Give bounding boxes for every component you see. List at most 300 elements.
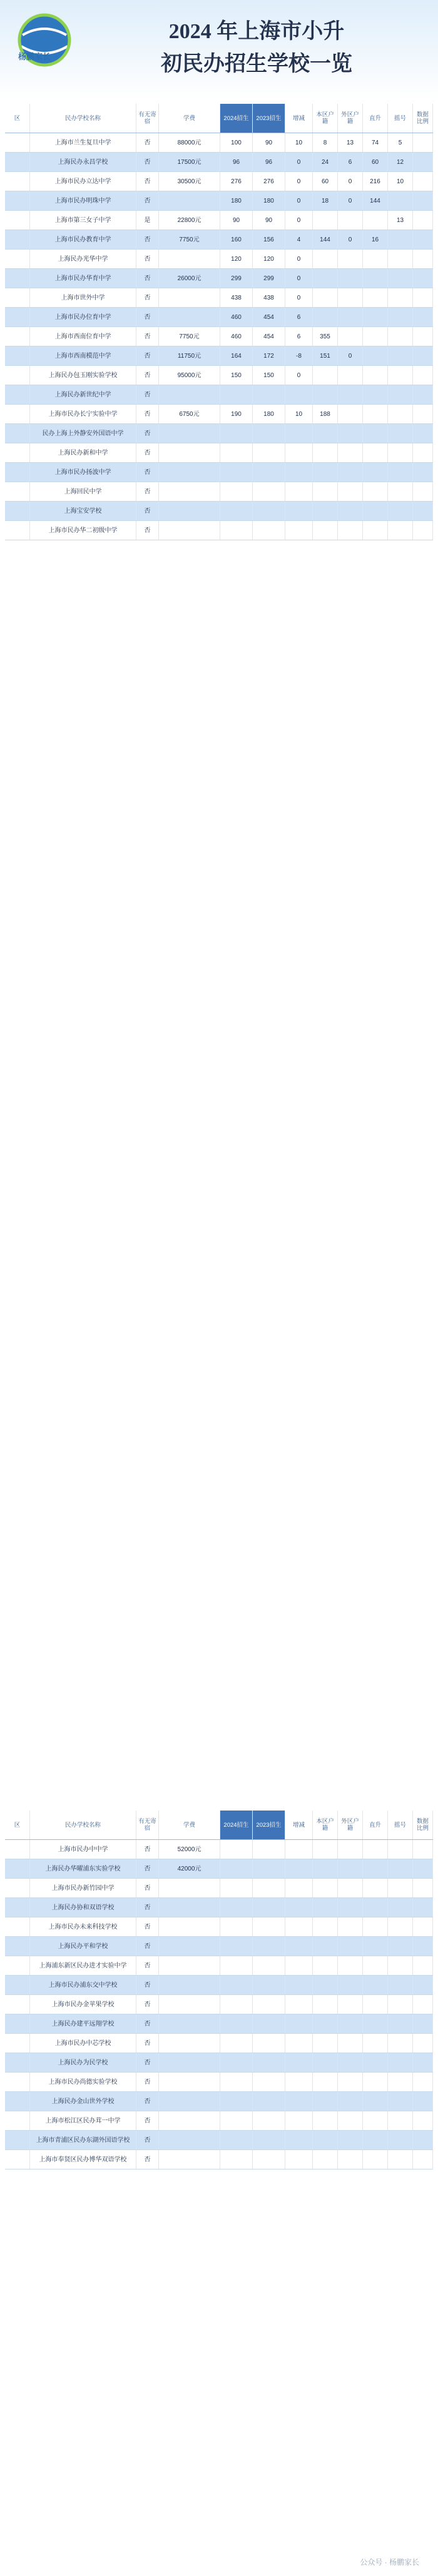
cell-pass — [363, 443, 388, 462]
cell-lottery — [388, 482, 413, 501]
cell-school: 上海市民办长宁实验中学 — [30, 405, 136, 423]
table-row — [5, 211, 433, 230]
cell-lottery — [388, 1995, 413, 2014]
cell-change — [285, 521, 313, 540]
cell-district — [5, 346, 30, 365]
cell-plan-2024 — [220, 2131, 253, 2149]
cell-ratio — [413, 211, 433, 230]
table-row — [5, 1995, 433, 2014]
cell-local — [313, 502, 338, 520]
cell-local — [313, 1879, 338, 1897]
cell-fee — [159, 502, 220, 520]
cell-boarding: 否 — [136, 346, 159, 365]
col-school: 民办学校名称 — [30, 1811, 136, 1839]
cell-change — [285, 1840, 313, 1859]
cell-boarding: 否 — [136, 1995, 159, 2014]
cell-pass — [363, 502, 388, 520]
cell-district — [5, 482, 30, 501]
cell-local — [313, 1937, 338, 1956]
cell-school: 上海市民办金苹果学校 — [30, 1995, 136, 2014]
cell-plan-2024 — [220, 1859, 253, 1878]
table-row — [5, 2053, 433, 2073]
cell-change — [285, 1917, 313, 1936]
cell-fee — [159, 191, 220, 210]
col-lottery: 摇号 — [388, 104, 413, 133]
cell-school: 上海回民中学 — [30, 482, 136, 501]
cell-change: 6 — [285, 327, 313, 346]
cell-change — [285, 2034, 313, 2053]
cell-plan-2024 — [220, 2073, 253, 2091]
cell-change: 10 — [285, 405, 313, 423]
cell-district — [5, 2150, 30, 2169]
cell-district — [5, 385, 30, 404]
cell-plan-2024 — [220, 521, 253, 540]
cell-change — [285, 1976, 313, 1994]
cell-school: 上海市民办立达中学 — [30, 172, 136, 191]
cell-pass — [363, 463, 388, 482]
cell-pass — [363, 1995, 388, 2014]
cell-fee: 30500元 — [159, 172, 220, 191]
cell-fee — [159, 1898, 220, 1917]
cell-plan-2023: 96 — [253, 153, 285, 171]
cell-fee — [159, 2053, 220, 2072]
cell-ratio — [413, 191, 433, 210]
cell-fee — [159, 2092, 220, 2111]
cell-other: 0 — [338, 230, 363, 249]
cell-local — [313, 2150, 338, 2169]
cell-district — [5, 1956, 30, 1975]
cell-fee: 7750元 — [159, 327, 220, 346]
cell-local: 60 — [313, 172, 338, 191]
cell-pass — [363, 211, 388, 230]
table-row — [5, 443, 433, 463]
cell-district — [5, 1879, 30, 1897]
cell-change — [285, 2150, 313, 2169]
cell-pass — [363, 1859, 388, 1878]
cell-change — [285, 424, 313, 443]
cell-plan-2024: 299 — [220, 269, 253, 288]
cell-other — [338, 1840, 363, 1859]
cell-lottery — [388, 269, 413, 288]
cell-plan-2023 — [253, 1937, 285, 1956]
cell-lottery: 5 — [388, 133, 413, 152]
cell-change — [285, 2053, 313, 2072]
cell-lottery — [388, 191, 413, 210]
cell-boarding: 否 — [136, 1976, 159, 1994]
cell-plan-2023: 276 — [253, 172, 285, 191]
cell-school: 上海民办永昌学校 — [30, 153, 136, 171]
cell-district — [5, 424, 30, 443]
cell-pass — [363, 288, 388, 307]
cell-plan-2023: 454 — [253, 308, 285, 326]
cell-school: 上海民办光华中学 — [30, 250, 136, 268]
cell-boarding: 否 — [136, 2053, 159, 2072]
col-change: 增减 — [285, 1811, 313, 1839]
table-row — [5, 463, 433, 482]
cell-boarding: 否 — [136, 1917, 159, 1936]
table-row — [5, 269, 433, 288]
col-change: 增减 — [285, 104, 313, 133]
cell-plan-2023 — [253, 1898, 285, 1917]
cell-plan-2024: 190 — [220, 405, 253, 423]
table-row — [5, 308, 433, 327]
cell-plan-2024 — [220, 463, 253, 482]
cell-ratio — [413, 2131, 433, 2149]
cell-fee — [159, 2111, 220, 2130]
cell-plan-2023 — [253, 1995, 285, 2014]
cell-boarding: 否 — [136, 1859, 159, 1878]
col-plan-2023: 2023招生 — [253, 104, 285, 133]
cell-school: 上海市民办中芯学校 — [30, 2034, 136, 2053]
watermark: 公众号 · 杨鹏家长 — [360, 2558, 419, 2567]
cell-plan-2024: 276 — [220, 172, 253, 191]
cell-boarding: 否 — [136, 405, 159, 423]
cell-other — [338, 2092, 363, 2111]
cell-pass — [363, 424, 388, 443]
table-header-row — [5, 104, 433, 133]
cell-change — [285, 1879, 313, 1897]
table-row — [5, 366, 433, 385]
cell-pass — [363, 2073, 388, 2091]
cell-other: 13 — [338, 133, 363, 152]
cell-district — [5, 269, 30, 288]
cell-local — [313, 2053, 338, 2072]
cell-school: 上海民办平和学校 — [30, 1937, 136, 1956]
cell-change — [285, 2131, 313, 2149]
cell-boarding: 否 — [136, 1840, 159, 1859]
cell-change: 0 — [285, 153, 313, 171]
cell-ratio — [413, 133, 433, 152]
cell-other — [338, 2131, 363, 2149]
cell-plan-2024: 100 — [220, 133, 253, 152]
cell-plan-2023 — [253, 482, 285, 501]
cell-plan-2024 — [220, 424, 253, 443]
cell-plan-2023: 90 — [253, 211, 285, 230]
cell-pass — [363, 1976, 388, 1994]
cell-change: 0 — [285, 250, 313, 268]
cell-boarding: 否 — [136, 288, 159, 307]
cell-school: 上海市松江区民办茸一中学 — [30, 2111, 136, 2130]
cell-ratio — [413, 2034, 433, 2053]
cell-boarding: 否 — [136, 153, 159, 171]
cell-ratio — [413, 1937, 433, 1956]
cell-fee — [159, 424, 220, 443]
cell-other — [338, 250, 363, 268]
cell-local — [313, 1840, 338, 1859]
table-row — [5, 2131, 433, 2150]
cell-plan-2024 — [220, 1879, 253, 1897]
cell-ratio — [413, 1917, 433, 1936]
cell-local: 151 — [313, 346, 338, 365]
table-row — [5, 288, 433, 308]
cell-plan-2024 — [220, 1917, 253, 1936]
cell-ratio — [413, 250, 433, 268]
cell-change — [285, 482, 313, 501]
cell-lottery — [388, 230, 413, 249]
cell-other — [338, 1917, 363, 1936]
table-row — [5, 1898, 433, 1917]
cell-local — [313, 424, 338, 443]
cell-ratio — [413, 385, 433, 404]
cell-boarding: 否 — [136, 1879, 159, 1897]
cell-plan-2024 — [220, 2111, 253, 2130]
cell-district — [5, 1840, 30, 1859]
cell-district — [5, 1937, 30, 1956]
cell-other — [338, 366, 363, 385]
cell-plan-2024 — [220, 443, 253, 462]
cell-plan-2023 — [253, 1976, 285, 1994]
cell-local — [313, 443, 338, 462]
cell-lottery — [388, 1917, 413, 1936]
cell-pass: 216 — [363, 172, 388, 191]
cell-district — [5, 502, 30, 520]
cell-ratio — [413, 2014, 433, 2033]
cell-district — [5, 2111, 30, 2130]
table-row — [5, 1937, 433, 1956]
table-row — [5, 133, 433, 153]
cell-school: 上海市民办明珠中学 — [30, 191, 136, 210]
cell-lottery — [388, 1879, 413, 1897]
cell-local: 18 — [313, 191, 338, 210]
cell-change — [285, 2092, 313, 2111]
cell-fee: 88000元 — [159, 133, 220, 152]
cell-plan-2023: 438 — [253, 288, 285, 307]
cell-change: 0 — [285, 366, 313, 385]
cell-fee: 26000元 — [159, 269, 220, 288]
cell-lottery — [388, 2014, 413, 2033]
cell-lottery — [388, 1937, 413, 1956]
cell-change — [285, 2111, 313, 2130]
cell-boarding: 否 — [136, 191, 159, 210]
cell-plan-2024: 180 — [220, 191, 253, 210]
table-row — [5, 405, 433, 424]
cell-ratio — [413, 288, 433, 307]
cell-district — [5, 172, 30, 191]
table-row — [5, 424, 433, 443]
cell-lottery — [388, 1976, 413, 1994]
cell-pass — [363, 405, 388, 423]
cell-district — [5, 2034, 30, 2053]
cell-plan-2024: 460 — [220, 327, 253, 346]
cell-local — [313, 308, 338, 326]
cell-school: 上海市民办新竹园中学 — [30, 1879, 136, 1897]
cell-fee — [159, 1956, 220, 1975]
cell-lottery — [388, 366, 413, 385]
table-row — [5, 2092, 433, 2111]
table-row — [5, 1976, 433, 1995]
cell-local — [313, 2111, 338, 2130]
cell-plan-2023 — [253, 521, 285, 540]
cell-change: -8 — [285, 346, 313, 365]
cell-plan-2024 — [220, 1995, 253, 2014]
table-row — [5, 1956, 433, 1976]
cell-district — [5, 211, 30, 230]
cell-lottery — [388, 2053, 413, 2072]
cell-plan-2023 — [253, 2073, 285, 2091]
cell-change — [285, 463, 313, 482]
cell-local — [313, 250, 338, 268]
cell-school: 上海市第三女子中学 — [30, 211, 136, 230]
page-title-line-1: 2024 年上海市小升 — [168, 20, 345, 43]
cell-school: 上海民办华曜浦东实验学校 — [30, 1859, 136, 1878]
cell-fee — [159, 2034, 220, 2053]
cell-school: 上海民办包玉刚实验学校 — [30, 366, 136, 385]
cell-plan-2023: 156 — [253, 230, 285, 249]
cell-plan-2023: 172 — [253, 346, 285, 365]
cell-ratio — [413, 2150, 433, 2169]
table-row — [5, 385, 433, 405]
cell-plan-2024 — [220, 1840, 253, 1859]
cell-fee — [159, 2014, 220, 2033]
cell-change — [285, 1995, 313, 2014]
cell-lottery — [388, 443, 413, 462]
table-row — [5, 191, 433, 211]
cell-lottery — [388, 2034, 413, 2053]
cell-lottery — [388, 250, 413, 268]
cell-boarding: 否 — [136, 2111, 159, 2130]
cell-other — [338, 308, 363, 326]
cell-boarding: 否 — [136, 2073, 159, 2091]
cell-school: 上海市民办华育中学 — [30, 269, 136, 288]
cell-lottery — [388, 1859, 413, 1878]
cell-ratio — [413, 443, 433, 462]
cell-other — [338, 463, 363, 482]
cell-fee — [159, 385, 220, 404]
cell-other: 0 — [338, 191, 363, 210]
cell-plan-2024 — [220, 2034, 253, 2053]
cell-ratio — [413, 2073, 433, 2091]
col-boarding: 有无寄宿 — [136, 104, 159, 133]
table-row — [5, 2014, 433, 2034]
cell-lottery: 12 — [388, 153, 413, 171]
cell-pass — [363, 2092, 388, 2111]
table-row — [5, 2073, 433, 2092]
cell-other — [338, 1956, 363, 1975]
cell-change — [285, 2014, 313, 2033]
cell-change: 6 — [285, 308, 313, 326]
cell-boarding: 否 — [136, 502, 159, 520]
cell-plan-2023 — [253, 385, 285, 404]
cell-boarding: 否 — [136, 1898, 159, 1917]
cell-plan-2024 — [220, 385, 253, 404]
cell-school: 上海市民办尚德实验学校 — [30, 2073, 136, 2091]
cell-other — [338, 482, 363, 501]
cell-plan-2023 — [253, 1956, 285, 1975]
cell-school: 上海民办协和双语学校 — [30, 1898, 136, 1917]
col-lottery: 摇号 — [388, 1811, 413, 1839]
cell-ratio — [413, 1840, 433, 1859]
cell-other: 6 — [338, 153, 363, 171]
cell-fee — [159, 463, 220, 482]
table-row — [5, 521, 433, 540]
cell-change: 4 — [285, 230, 313, 249]
cell-district — [5, 366, 30, 385]
cell-change: 0 — [285, 269, 313, 288]
cell-plan-2023: 180 — [253, 405, 285, 423]
cell-other — [338, 1859, 363, 1878]
col-boarding: 有无寄宿 — [136, 1811, 159, 1839]
cell-pass — [363, 327, 388, 346]
cell-fee: 17500元 — [159, 153, 220, 171]
cell-district — [5, 2073, 30, 2091]
cell-school: 上海市民办华二初级中学 — [30, 521, 136, 540]
cell-district — [5, 2131, 30, 2149]
cell-district — [5, 230, 30, 249]
cell-other — [338, 1937, 363, 1956]
cell-plan-2024 — [220, 1976, 253, 1994]
cell-fee — [159, 1976, 220, 1994]
cell-district — [5, 1995, 30, 2014]
cell-lottery — [388, 2111, 413, 2130]
cell-other — [338, 327, 363, 346]
cell-lottery — [388, 385, 413, 404]
cell-local — [313, 2034, 338, 2053]
cell-plan-2023 — [253, 2111, 285, 2130]
cell-other — [338, 2073, 363, 2091]
col-district: 区 — [5, 104, 30, 133]
cell-other: 0 — [338, 172, 363, 191]
cell-other — [338, 424, 363, 443]
col-local: 本区户籍 — [313, 1811, 338, 1839]
cell-ratio — [413, 502, 433, 520]
cell-local — [313, 1956, 338, 1975]
cell-plan-2024 — [220, 482, 253, 501]
cell-pass — [363, 1937, 388, 1956]
cell-lottery — [388, 2092, 413, 2111]
cell-pass — [363, 250, 388, 268]
cell-plan-2023 — [253, 2053, 285, 2072]
cell-plan-2023: 299 — [253, 269, 285, 288]
cell-other — [338, 2014, 363, 2033]
col-plan-2024: 2024招生 — [220, 104, 253, 133]
cell-plan-2024: 150 — [220, 366, 253, 385]
cell-pass — [363, 366, 388, 385]
cell-pass — [363, 308, 388, 326]
cell-plan-2024: 160 — [220, 230, 253, 249]
col-pass: 直升 — [363, 1811, 388, 1839]
cell-pass — [363, 2111, 388, 2130]
cell-local — [313, 2092, 338, 2111]
cell-pass — [363, 1917, 388, 1936]
cell-school: 上海市民办浦东交中学校 — [30, 1976, 136, 1994]
cell-lottery — [388, 2150, 413, 2169]
cell-local — [313, 1995, 338, 2014]
cell-plan-2024: 438 — [220, 288, 253, 307]
cell-change: 0 — [285, 172, 313, 191]
cell-plan-2024 — [220, 1956, 253, 1975]
cell-boarding: 否 — [136, 385, 159, 404]
cell-local — [313, 2014, 338, 2033]
cell-other — [338, 1995, 363, 2014]
cell-pass — [363, 2034, 388, 2053]
cell-ratio — [413, 521, 433, 540]
cell-boarding: 否 — [136, 2092, 159, 2111]
cell-lottery — [388, 463, 413, 482]
cell-pass: 74 — [363, 133, 388, 152]
cell-school: 上海市民办位育中学 — [30, 308, 136, 326]
cell-district — [5, 1859, 30, 1878]
col-other: 外区户籍 — [338, 1811, 363, 1839]
cell-district — [5, 1976, 30, 1994]
cell-plan-2023 — [253, 443, 285, 462]
cell-lottery — [388, 288, 413, 307]
cell-school: 上海民办新和中学 — [30, 443, 136, 462]
cell-ratio — [413, 1995, 433, 2014]
cell-fee — [159, 482, 220, 501]
cell-fee — [159, 1937, 220, 1956]
cell-plan-2023: 150 — [253, 366, 285, 385]
cell-boarding: 否 — [136, 230, 159, 249]
